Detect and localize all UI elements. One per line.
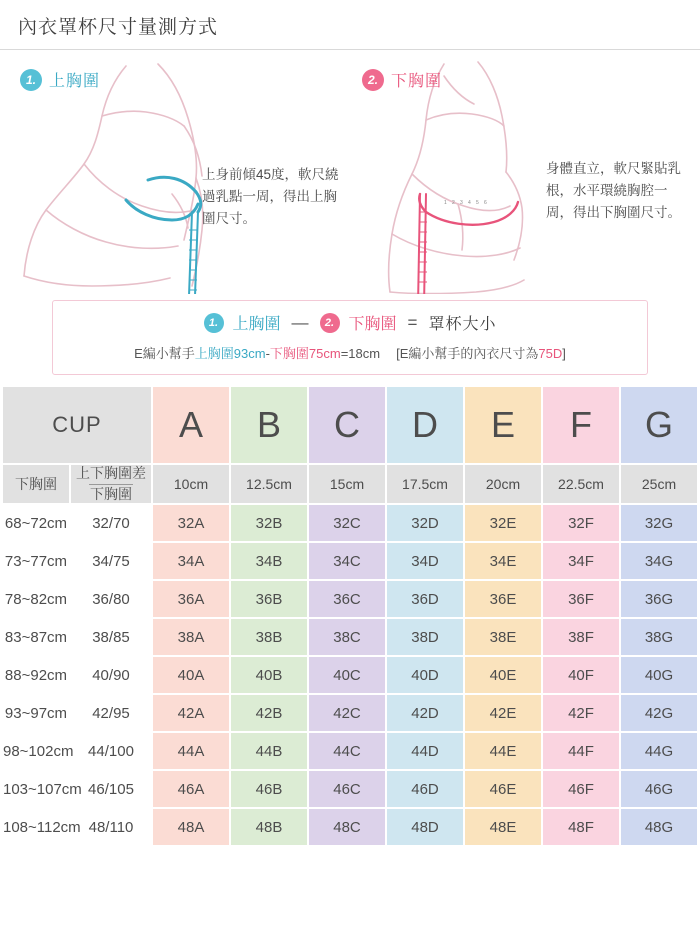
size-cell: 38E bbox=[465, 619, 541, 655]
size-cell: 40G bbox=[621, 657, 697, 693]
formula-expression bbox=[53, 311, 647, 334]
formula-box bbox=[52, 300, 648, 375]
size-cell: 32B bbox=[231, 505, 307, 541]
step-under-bust bbox=[348, 54, 696, 294]
size-cell: 48A bbox=[153, 809, 229, 845]
diff-value-E: 20cm bbox=[465, 465, 541, 503]
measurement-steps bbox=[0, 54, 700, 294]
size-cell: 42C bbox=[309, 695, 385, 731]
size-cell: 32E bbox=[465, 505, 541, 541]
diff-value-B: 12.5cm bbox=[231, 465, 307, 503]
band-range: 83~87cm bbox=[4, 628, 68, 646]
formula-result: 罩杯大小 bbox=[428, 316, 497, 333]
base-size: 44/100 bbox=[88, 742, 134, 760]
table-row bbox=[3, 809, 697, 845]
example-prefix: E編小幫手 bbox=[134, 346, 195, 361]
size-cell: 42D bbox=[387, 695, 463, 731]
table-row bbox=[3, 733, 697, 769]
size-cell: 36G bbox=[621, 581, 697, 617]
table-row bbox=[3, 695, 697, 731]
band-range: 68~72cm bbox=[4, 514, 68, 532]
step-1-header bbox=[20, 68, 100, 91]
step-1-label: 上胸圍 bbox=[49, 73, 101, 90]
cup-header-F: F bbox=[543, 387, 619, 463]
size-cell: 44F bbox=[543, 733, 619, 769]
size-cell: 44E bbox=[465, 733, 541, 769]
band-range: 88~92cm bbox=[4, 666, 68, 684]
size-cell: 32C bbox=[309, 505, 385, 541]
base-size: 36/80 bbox=[92, 590, 130, 608]
diff-value-A: 10cm bbox=[153, 465, 229, 503]
size-cell: 46G bbox=[621, 771, 697, 807]
band-range: 78~82cm bbox=[4, 590, 68, 608]
example-dash: - bbox=[265, 346, 270, 361]
example-upper-value: 上胸圍93cm bbox=[194, 346, 266, 361]
diff-value-D: 17.5cm bbox=[387, 465, 463, 503]
diff-label-bottom: 下胸圍 bbox=[89, 485, 132, 502]
diff-ratio-label bbox=[71, 465, 151, 503]
size-cell: 44G bbox=[621, 733, 697, 769]
diff-value-C: 15cm bbox=[309, 465, 385, 503]
base-size: 32/70 bbox=[92, 514, 130, 532]
size-cell: 34G bbox=[621, 543, 697, 579]
cup-header-label: CUP bbox=[3, 387, 151, 463]
size-cell: 48G bbox=[621, 809, 697, 845]
cup-header-B: B bbox=[231, 387, 307, 463]
size-cell: 34F bbox=[543, 543, 619, 579]
example-note-size: 75D bbox=[538, 346, 563, 361]
size-cell: 36A bbox=[153, 581, 229, 617]
diff-value-F: 22.5cm bbox=[543, 465, 619, 503]
size-cell: 36C bbox=[309, 581, 385, 617]
base-size: 46/105 bbox=[88, 780, 134, 798]
size-cell: 42F bbox=[543, 695, 619, 731]
size-cell: 44B bbox=[231, 733, 307, 769]
step-1-description: 上身前傾45度，軟尺繞過乳點一周，得出上胸圍尺寸。 bbox=[202, 167, 339, 226]
step-2-header bbox=[362, 68, 442, 91]
table-row bbox=[3, 657, 697, 693]
size-cell: 40A bbox=[153, 657, 229, 693]
band-range: 103~107cm bbox=[2, 780, 82, 798]
step-1-badge: 1. bbox=[20, 69, 42, 91]
svg-text:3: 3 bbox=[460, 200, 463, 206]
size-cell: 38G bbox=[621, 619, 697, 655]
size-cell: 48F bbox=[543, 809, 619, 845]
size-cell: 38D bbox=[387, 619, 463, 655]
formula-badge-2: 2. bbox=[320, 313, 340, 333]
svg-text:5: 5 bbox=[476, 200, 479, 206]
size-cell: 40E bbox=[465, 657, 541, 693]
size-cell: 32G bbox=[621, 505, 697, 541]
step-2-description: 身體直立，軟尺緊貼乳根，水平環繞胸腔一周，得出下胸圍尺寸。 bbox=[546, 161, 681, 220]
band-range: 73~77cm bbox=[4, 552, 68, 570]
size-cell: 48C bbox=[309, 809, 385, 845]
size-cell: 40B bbox=[231, 657, 307, 693]
size-cell: 48E bbox=[465, 809, 541, 845]
cup-header-G: G bbox=[621, 387, 697, 463]
size-cell: 34C bbox=[309, 543, 385, 579]
table-row bbox=[3, 771, 697, 807]
size-cell: 38B bbox=[231, 619, 307, 655]
table-row bbox=[3, 505, 697, 541]
table-cup-header-row bbox=[3, 387, 697, 463]
size-cell: 34E bbox=[465, 543, 541, 579]
example-note-open: [E編小幫手的內衣尺寸為 bbox=[396, 346, 539, 361]
cup-header-C: C bbox=[309, 387, 385, 463]
step-upper-bust bbox=[6, 54, 354, 294]
size-cell: 42A bbox=[153, 695, 229, 731]
svg-text:1: 1 bbox=[444, 200, 447, 206]
size-cell: 36D bbox=[387, 581, 463, 617]
table-row bbox=[3, 543, 697, 579]
size-cell: 40F bbox=[543, 657, 619, 693]
size-cell: 36B bbox=[231, 581, 307, 617]
svg-text:4: 4 bbox=[468, 200, 471, 206]
size-cell: 38F bbox=[543, 619, 619, 655]
size-cell: 42G bbox=[621, 695, 697, 731]
formula-example bbox=[53, 343, 647, 362]
step-2-badge: 2. bbox=[362, 69, 384, 91]
formula-badge-1: 1. bbox=[204, 313, 224, 333]
diff-value-G: 25cm bbox=[621, 465, 697, 503]
step-2-label: 下胸圍 bbox=[391, 73, 443, 90]
size-cell: 34B bbox=[231, 543, 307, 579]
formula-term-under: 下胸圍 bbox=[348, 316, 397, 333]
table-row bbox=[3, 619, 697, 655]
base-size: 38/85 bbox=[92, 628, 130, 646]
cup-header-A: A bbox=[153, 387, 229, 463]
size-cell: 42B bbox=[231, 695, 307, 731]
size-cell: 36E bbox=[465, 581, 541, 617]
formula-term-upper: 上胸圍 bbox=[232, 316, 281, 333]
size-cell: 40D bbox=[387, 657, 463, 693]
diff-label-top: 上下胸圍差 bbox=[75, 465, 146, 481]
size-cell: 46F bbox=[543, 771, 619, 807]
size-cell: 46E bbox=[465, 771, 541, 807]
size-cell: 48B bbox=[231, 809, 307, 845]
base-size: 42/95 bbox=[92, 704, 130, 722]
example-result: =18cm bbox=[340, 346, 381, 361]
size-cell: 36F bbox=[543, 581, 619, 617]
size-cell: 46D bbox=[387, 771, 463, 807]
bra-size-table bbox=[1, 385, 699, 847]
band-range: 93~97cm bbox=[4, 704, 68, 722]
table-diff-row bbox=[3, 465, 697, 503]
base-size: 40/90 bbox=[92, 666, 130, 684]
base-size: 34/75 bbox=[92, 552, 130, 570]
size-cell: 42E bbox=[465, 695, 541, 731]
size-cell: 46C bbox=[309, 771, 385, 807]
size-cell: 40C bbox=[309, 657, 385, 693]
svg-text:6: 6 bbox=[484, 200, 487, 206]
cup-header-E: E bbox=[465, 387, 541, 463]
size-cell: 44A bbox=[153, 733, 229, 769]
size-cell: 46B bbox=[231, 771, 307, 807]
page-title: 內衣罩杯尺寸量測方式 bbox=[0, 0, 700, 50]
formula-minus: — bbox=[291, 312, 309, 332]
size-cell: 34A bbox=[153, 543, 229, 579]
band-column-header: 下胸圍 bbox=[3, 465, 69, 503]
base-size: 48/110 bbox=[88, 818, 134, 836]
size-cell: 38A bbox=[153, 619, 229, 655]
size-cell: 46A bbox=[153, 771, 229, 807]
size-cell: 48D bbox=[387, 809, 463, 845]
formula-equals: = bbox=[407, 312, 418, 332]
band-range: 108~112cm bbox=[2, 818, 81, 836]
size-cell: 32F bbox=[543, 505, 619, 541]
size-cell: 44D bbox=[387, 733, 463, 769]
cup-header-D: D bbox=[387, 387, 463, 463]
size-cell: 38C bbox=[309, 619, 385, 655]
size-cell: 32D bbox=[387, 505, 463, 541]
example-note-close: ] bbox=[562, 346, 566, 361]
svg-text:2: 2 bbox=[452, 200, 455, 206]
size-cell: 44C bbox=[309, 733, 385, 769]
band-range: 98~102cm bbox=[2, 742, 74, 760]
size-cell: 32A bbox=[153, 505, 229, 541]
size-cell: 34D bbox=[387, 543, 463, 579]
example-under-value: 下胸圍75cm bbox=[269, 346, 341, 361]
table-row bbox=[3, 581, 697, 617]
